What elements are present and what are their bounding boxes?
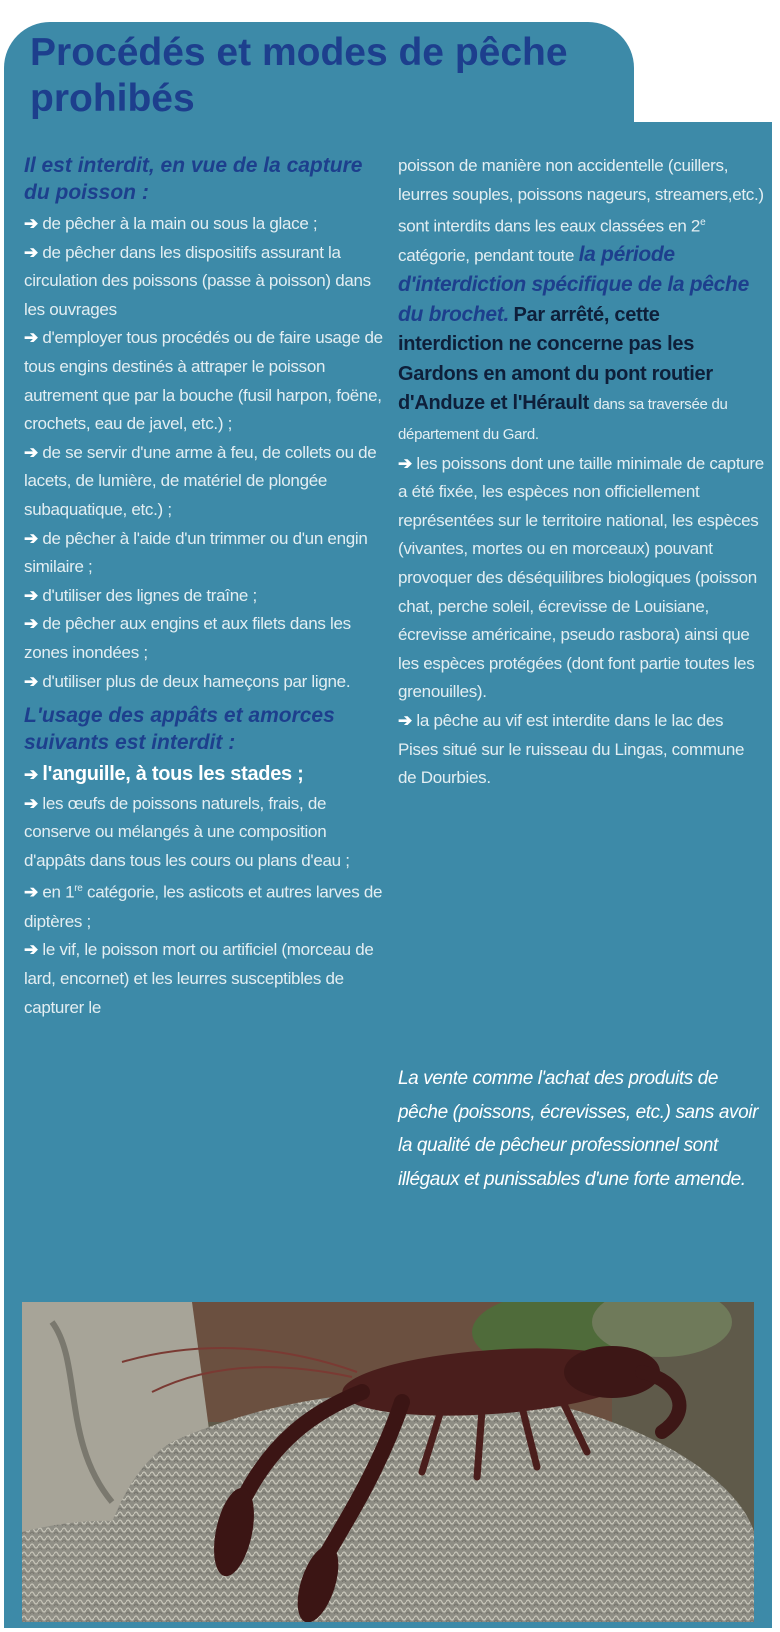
arrow-right-icon: ➔: [24, 328, 38, 348]
arrow-right-icon: ➔: [24, 671, 38, 691]
rule-item: ➔ de pêcher dans les dispositifs assurant la circulation des poissons (passe à poisson) dans les ouvrages: [24, 242, 371, 319]
rule-item: ➔ d'utiliser des lignes de traîne ;: [24, 585, 257, 605]
heading-interdit: Il est interdit, en vue de la capture du poisson :: [24, 154, 363, 204]
arrow-right-icon: ➔: [24, 214, 38, 233]
bait-item-anguille: ➔ l'anguille, à tous les stades ;: [24, 763, 304, 786]
arrow-right-icon: ➔: [24, 585, 38, 605]
bait-item: ➔ les œufs de poissons naturels, frais, de conserve ou mélangés à une composition d'appâts dans tous les cours ou plans d'eau ;: [24, 793, 350, 870]
arrow-right-icon: ➔: [24, 614, 38, 634]
arrow-right-icon: ➔: [24, 883, 38, 903]
right-column: [398, 152, 766, 793]
bait-item: ➔ le vif, le poisson mort ou artificiel (morceau de lard, encornet) et les leurres susceptibles de capturer le: [24, 940, 374, 1017]
heading-appats: L'usage des appâts et amorces suivants est interdit :: [24, 704, 335, 755]
arrow-right-icon: ➔: [398, 453, 412, 473]
page-title: Procédés et modes de pêche prohibés: [30, 31, 568, 120]
rule-item: ➔ d'employer tous procédés ou de faire usage de tous engins destinés à attraper le poisson autrement que par la bouche (fusil harpon, foëne, crochets, eau de javel, etc.) ;: [24, 328, 383, 434]
rule-item: ➔ de pêcher à la main ou sous la glace ;: [24, 214, 318, 233]
sales-warning-note: La vente comme l'achat des produits de pêche (poissons, écrevisses, etc.) sans avoir la qualité de pêcheur professionnel sont illégaux et punissables d'une forte amende.: [398, 1068, 759, 1190]
left-column: [24, 152, 384, 1022]
arrete-exception: Par arrêté, cette interdiction ne concerne pas les Gardons en amont du pont routier d'Anduze et l'Hérault: [398, 303, 713, 415]
bait-item: ➔ la pêche au vif est interdite dans le lac des Pises situé sur le ruisseau du Lingas, commune de Dourbies.: [398, 710, 745, 788]
arrow-right-icon: ➔: [24, 765, 38, 785]
arrow-right-icon: ➔: [24, 528, 38, 548]
bait-item: ➔ les poissons dont une taille minimale de capture a été fixée, les espèces non officiellement représentées sur le territoire national, les espèces (vivantes, mortes ou en morceaux) pouvant provoquer des déséquilibres biologiques (poisson chat, perche soleil, écrevisse de Louisiane, écrevisse américaine, pseudo rasbora) ainsi que les espèces protégées (dont font partie toutes les grenouilles).: [398, 453, 764, 702]
continued-text: poisson de manière non accidentelle (cuillers, leurres souples, poissons nageurs, streamers,etc.) sont interdits dans les eaux classées en 2e catégorie, pendant toute la période d'interdiction spécifique de la pêche du brochet. Par arrêté, cette interdiction ne concerne pas les Gardons en amont du pont routier d'Anduze et l'Hérault dans sa traversée du département du Gard.: [398, 156, 764, 443]
arrow-right-icon: ➔: [24, 793, 38, 813]
bait-item: ➔ en 1re catégorie, les asticots et autres larves de diptères ;: [24, 883, 383, 931]
arrow-right-icon: ➔: [24, 940, 38, 960]
rule-item: ➔ de pêcher aux engins et aux filets dans les zones inondées ;: [24, 614, 351, 662]
rule-item: ➔ de pêcher à l'aide d'un trimmer ou d'un engin similaire ;: [24, 528, 368, 577]
rule-item: ➔ d'utiliser plus de deux hameçons par ligne.: [24, 671, 351, 691]
arrow-right-icon: ➔: [24, 442, 38, 462]
rule-item: ➔ de se servir d'une arme à feu, de collets ou de lacets, de lumière, de matériel de plongée subaquatique, etc.) ;: [24, 442, 377, 519]
crayfish-photo: [22, 1302, 754, 1622]
arrow-right-icon: ➔: [24, 242, 38, 262]
arrow-right-icon: ➔: [398, 710, 412, 730]
period-highlight: la période d'interdiction spécifique de la pêche du brochet.: [398, 243, 749, 326]
